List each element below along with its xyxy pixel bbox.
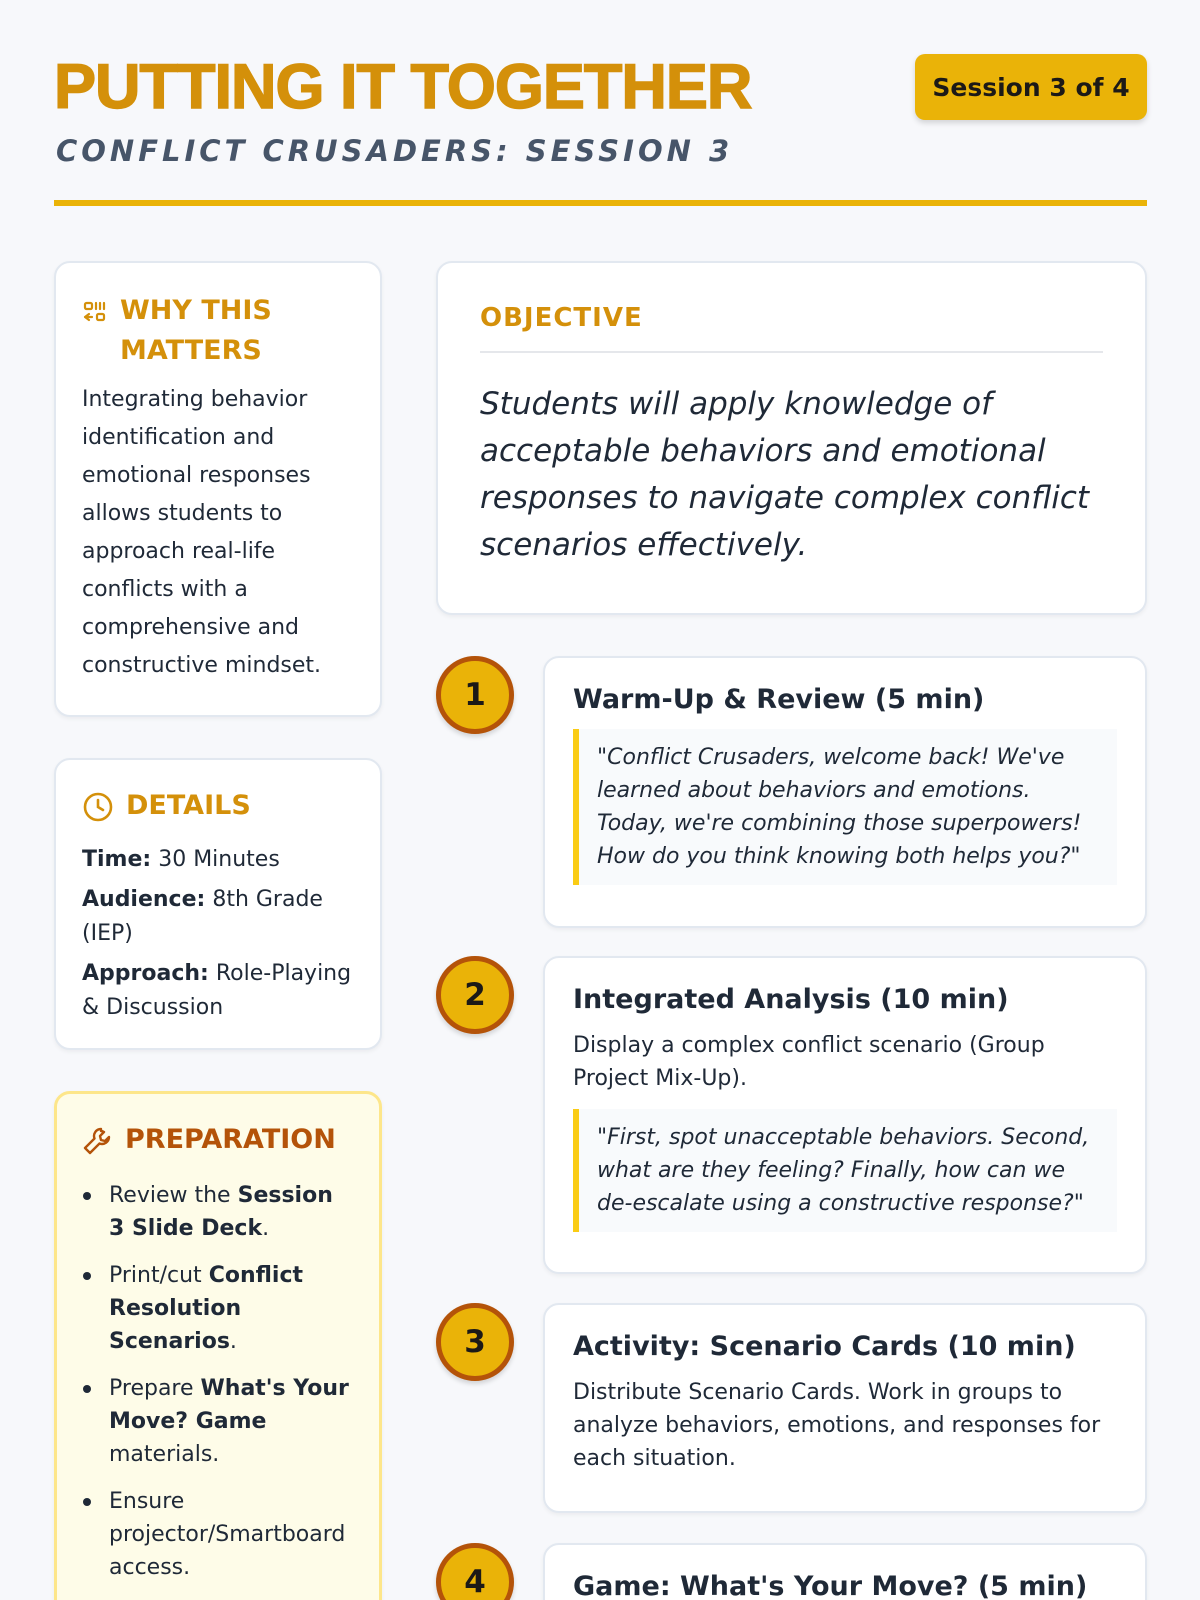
step-card-3 <box>543 1303 1147 1513</box>
step-number-4: 4 <box>436 1543 514 1600</box>
prep-item-post: materials. <box>109 1442 220 1467</box>
step-number-1: 1 <box>436 656 514 734</box>
prep-item-pre: Print/cut <box>109 1263 209 1288</box>
prep-list-item <box>81 1179 355 1245</box>
details-heading: DETAILS <box>126 790 251 821</box>
detail-row <box>82 883 354 951</box>
prep-item-post: . <box>229 1329 237 1354</box>
step-title: Warm-Up & Review (5 min) <box>573 684 985 715</box>
prep-list <box>81 1179 355 1584</box>
step-quote: "First, spot unacceptable behaviors. Second, what are they feeling? Finally, how can we de-escalate using a constructive response?" <box>573 1109 1117 1232</box>
step-quote: "Conflict Crusaders, welcome back! We've learned about behaviors and emotions. Today, we're combining those superpowers! How do you think knowing both helps you?" <box>573 729 1117 885</box>
details-list <box>82 843 354 1025</box>
step-title: Game: What's Your Move? (5 min) <box>573 1571 1088 1600</box>
prep-item-pre: Prepare <box>109 1376 201 1401</box>
qr-swap-icon <box>82 297 108 339</box>
page-header <box>54 50 1147 210</box>
prep-heading-row <box>81 1120 355 1169</box>
prep-item-pre: Ensure projector/Smartboard access. <box>109 1489 346 1580</box>
detail-value: 8th Grade (IEP) <box>82 887 323 946</box>
prep-item-post: . <box>262 1216 270 1241</box>
details-heading-row <box>82 786 354 835</box>
detail-value: 30 Minutes <box>158 847 280 872</box>
session-badge: Session 3 of 4 <box>915 54 1147 120</box>
details-card <box>54 758 382 1050</box>
step-card-2 <box>543 956 1147 1274</box>
page-title: PUTTING IT TOGETHER <box>54 52 752 122</box>
objective-card <box>436 261 1147 615</box>
objective-text: Students will apply knowledge of acceptable behaviors and emotional responses to navigate complex conflict scenarios effectively. <box>480 386 1090 563</box>
page-subtitle: CONFLICT CRUSADERS: SESSION 3 <box>56 134 734 168</box>
prep-item-bold: Session 3 Slide Deck <box>109 1183 333 1241</box>
step-number-3: 3 <box>436 1303 514 1381</box>
prep-item-bold: What's Your Move? Game <box>109 1376 349 1434</box>
detail-row <box>82 957 354 1025</box>
prep-item-pre: Review the <box>109 1183 238 1208</box>
step-description: Distribute Scenario Cards. Work in groups to analyze behaviors, emotions, and responses for each situation. <box>573 1380 1101 1471</box>
preparation-card <box>54 1091 382 1600</box>
detail-value: Role-Playing & Discussion <box>82 961 352 1020</box>
clock-icon <box>82 791 114 835</box>
step-card-1 <box>543 656 1147 928</box>
step-card-4 <box>543 1543 1147 1600</box>
step-title: Integrated Analysis (10 min) <box>573 984 1009 1015</box>
prep-heading: PREPARATION <box>125 1124 336 1155</box>
step-number-2: 2 <box>436 956 514 1034</box>
detail-label: Approach: <box>82 961 209 986</box>
prep-list-item <box>81 1372 355 1471</box>
prep-list-item <box>81 1485 355 1584</box>
header-divider <box>54 200 1147 206</box>
detail-label: Time: <box>82 847 152 872</box>
step-description: Display a complex conflict scenario (Group Project Mix-Up). <box>573 1033 1045 1091</box>
why-this-matters-card <box>54 261 382 717</box>
step-title: Activity: Scenario Cards (10 min) <box>573 1331 1076 1362</box>
objective-label: OBJECTIVE <box>480 303 1103 353</box>
detail-label: Audience: <box>82 887 206 912</box>
prep-item-bold: Conflict Resolution Scenarios <box>109 1263 304 1354</box>
detail-row <box>82 843 354 877</box>
prep-list-item <box>81 1259 355 1358</box>
why-heading: WHY THIS MATTERS <box>120 295 272 366</box>
wrench-icon <box>81 1125 113 1169</box>
why-body: Integrating behavior identification and emotional responses allows students to approach real-life conflicts with a comprehensive and constructive mindset. <box>82 387 322 678</box>
why-heading-row <box>82 291 354 371</box>
